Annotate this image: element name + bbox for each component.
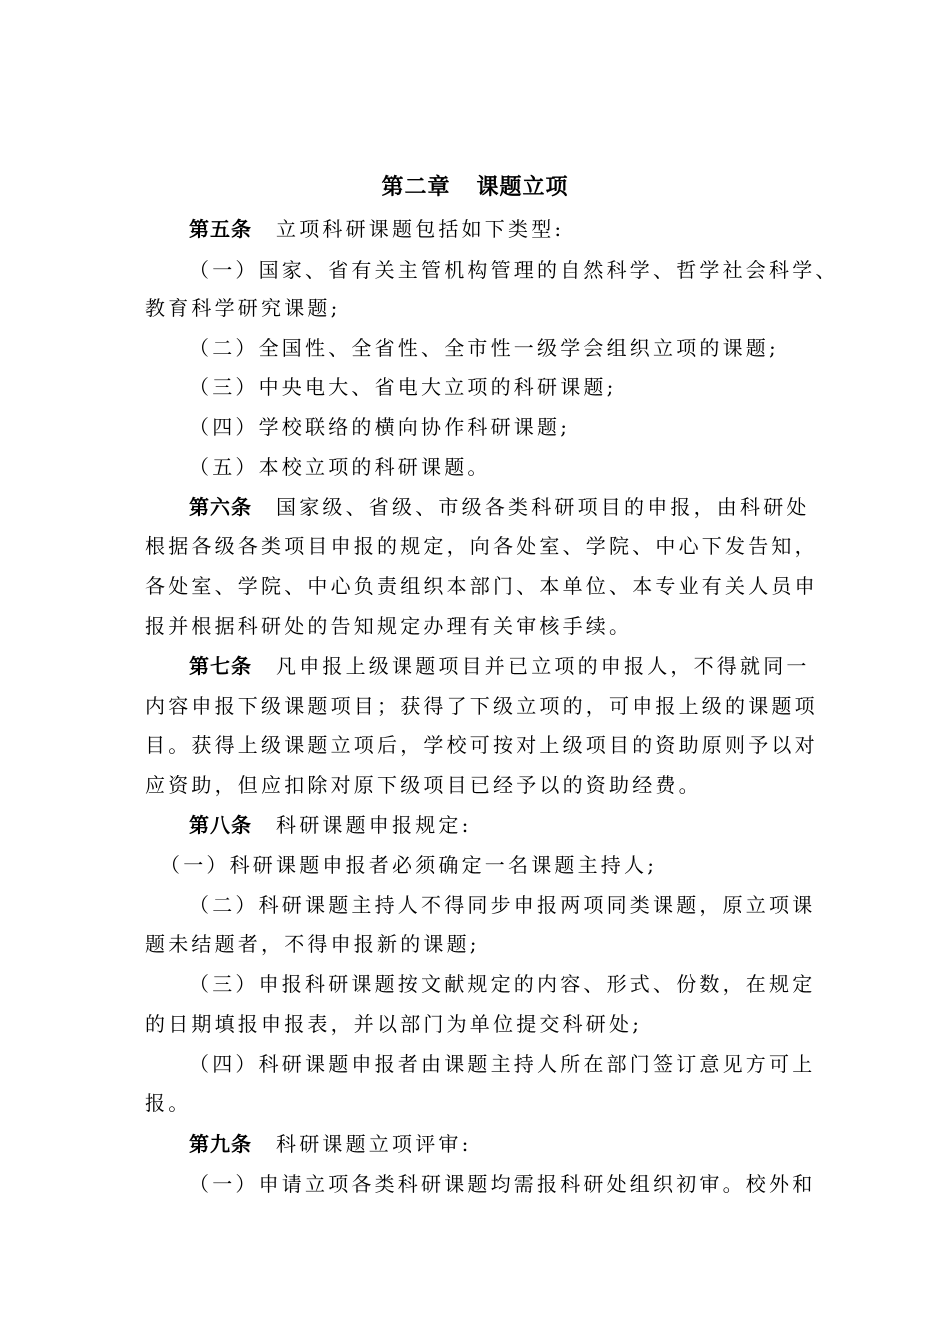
chapter-name: 课题立项 (476, 175, 569, 200)
article-8-item-4: （四）科研课题申报者由课题主持人所在部门签订意见方可上 (189, 1052, 816, 1076)
article-text: 科研课题申报规定: (276, 813, 472, 837)
article-7-heading (189, 648, 810, 684)
article-8-item-3-cont: 的日期填报申报表，并以部门为单位提交科研处; (145, 1012, 643, 1036)
article-5-item-5: （五）本校立项的科研课题。 (189, 455, 491, 479)
article-9-item-1: （一）申请立项各类科研课题均需报科研处组织初审。校外和 (189, 1172, 816, 1196)
article-text: 国家级、省级、市级各类科研项目的申报，由科研处 (276, 495, 810, 519)
article-8-item-2: （二）科研课题主持人不得同步申报两项同类课题，原立项课 (189, 893, 816, 917)
article-6-line-2: 根据各级各类项目申报的规定，向各处室、学院、中心下发告知， (145, 534, 818, 558)
article-7-line-3: 目。获得上级课题立项后，学校可按对上级项目的资助原则予以对 (145, 733, 818, 757)
article-8-heading (189, 807, 472, 843)
article-8-item-3: （三）申报科研课题按文献规定的内容、形式、份数，在规定 (189, 972, 816, 996)
article-label: 第七条 (189, 654, 252, 678)
chapter-number: 第二章 (381, 175, 451, 200)
article-label: 第六条 (189, 495, 252, 519)
article-7-line-4: 应资助，但应扣除对原下级项目已经予以的资助经费。 (145, 773, 702, 797)
article-6-line-4: 报并根据科研处的告知规定办理有关审核手续。 (145, 614, 633, 638)
article-8-item-4-cont: 报。 (145, 1091, 192, 1115)
article-6-line-3: 各处室、学院、中心负责组织本部门、本单位、本专业有关人员申 (145, 574, 818, 598)
article-label: 第八条 (189, 813, 252, 837)
article-5-item-1: （一）国家、省有关主管机构管理的自然科学、哲学社会科学、 (189, 258, 839, 282)
article-5-item-3: （三）中央电大、省电大立项的科研课题; (189, 375, 617, 399)
chapter-title (0, 170, 950, 206)
article-5-item-4: （四）学校联络的横向协作科研课题; (189, 415, 571, 439)
article-text: 凡申报上级课题项目并已立项的申报人，不得就同一 (276, 654, 810, 678)
article-text: 科研课题立项评审: (276, 1132, 472, 1156)
article-5-heading (189, 211, 564, 247)
article-6-heading (189, 489, 810, 525)
article-9-heading (189, 1126, 472, 1162)
article-5-item-1-cont: 教育科学研究课题; (145, 296, 341, 320)
article-label: 第九条 (189, 1132, 252, 1156)
article-label: 第五条 (189, 217, 252, 241)
article-7-line-2: 内容申报下级课题项目；获得了下级立项的，可申报上级的课题项 (145, 694, 818, 718)
article-8-item-2-cont: 题未结题者，不得申报新的课题; (145, 932, 480, 956)
article-text: 立项科研课题包括如下类型: (276, 217, 565, 241)
article-8-item-1: （一）科研课题申报者必须确定一名课题主持人; (160, 853, 658, 877)
article-5-item-2: （二）全国性、全省性、全市性一级学会组织立项的课题; (189, 336, 779, 360)
